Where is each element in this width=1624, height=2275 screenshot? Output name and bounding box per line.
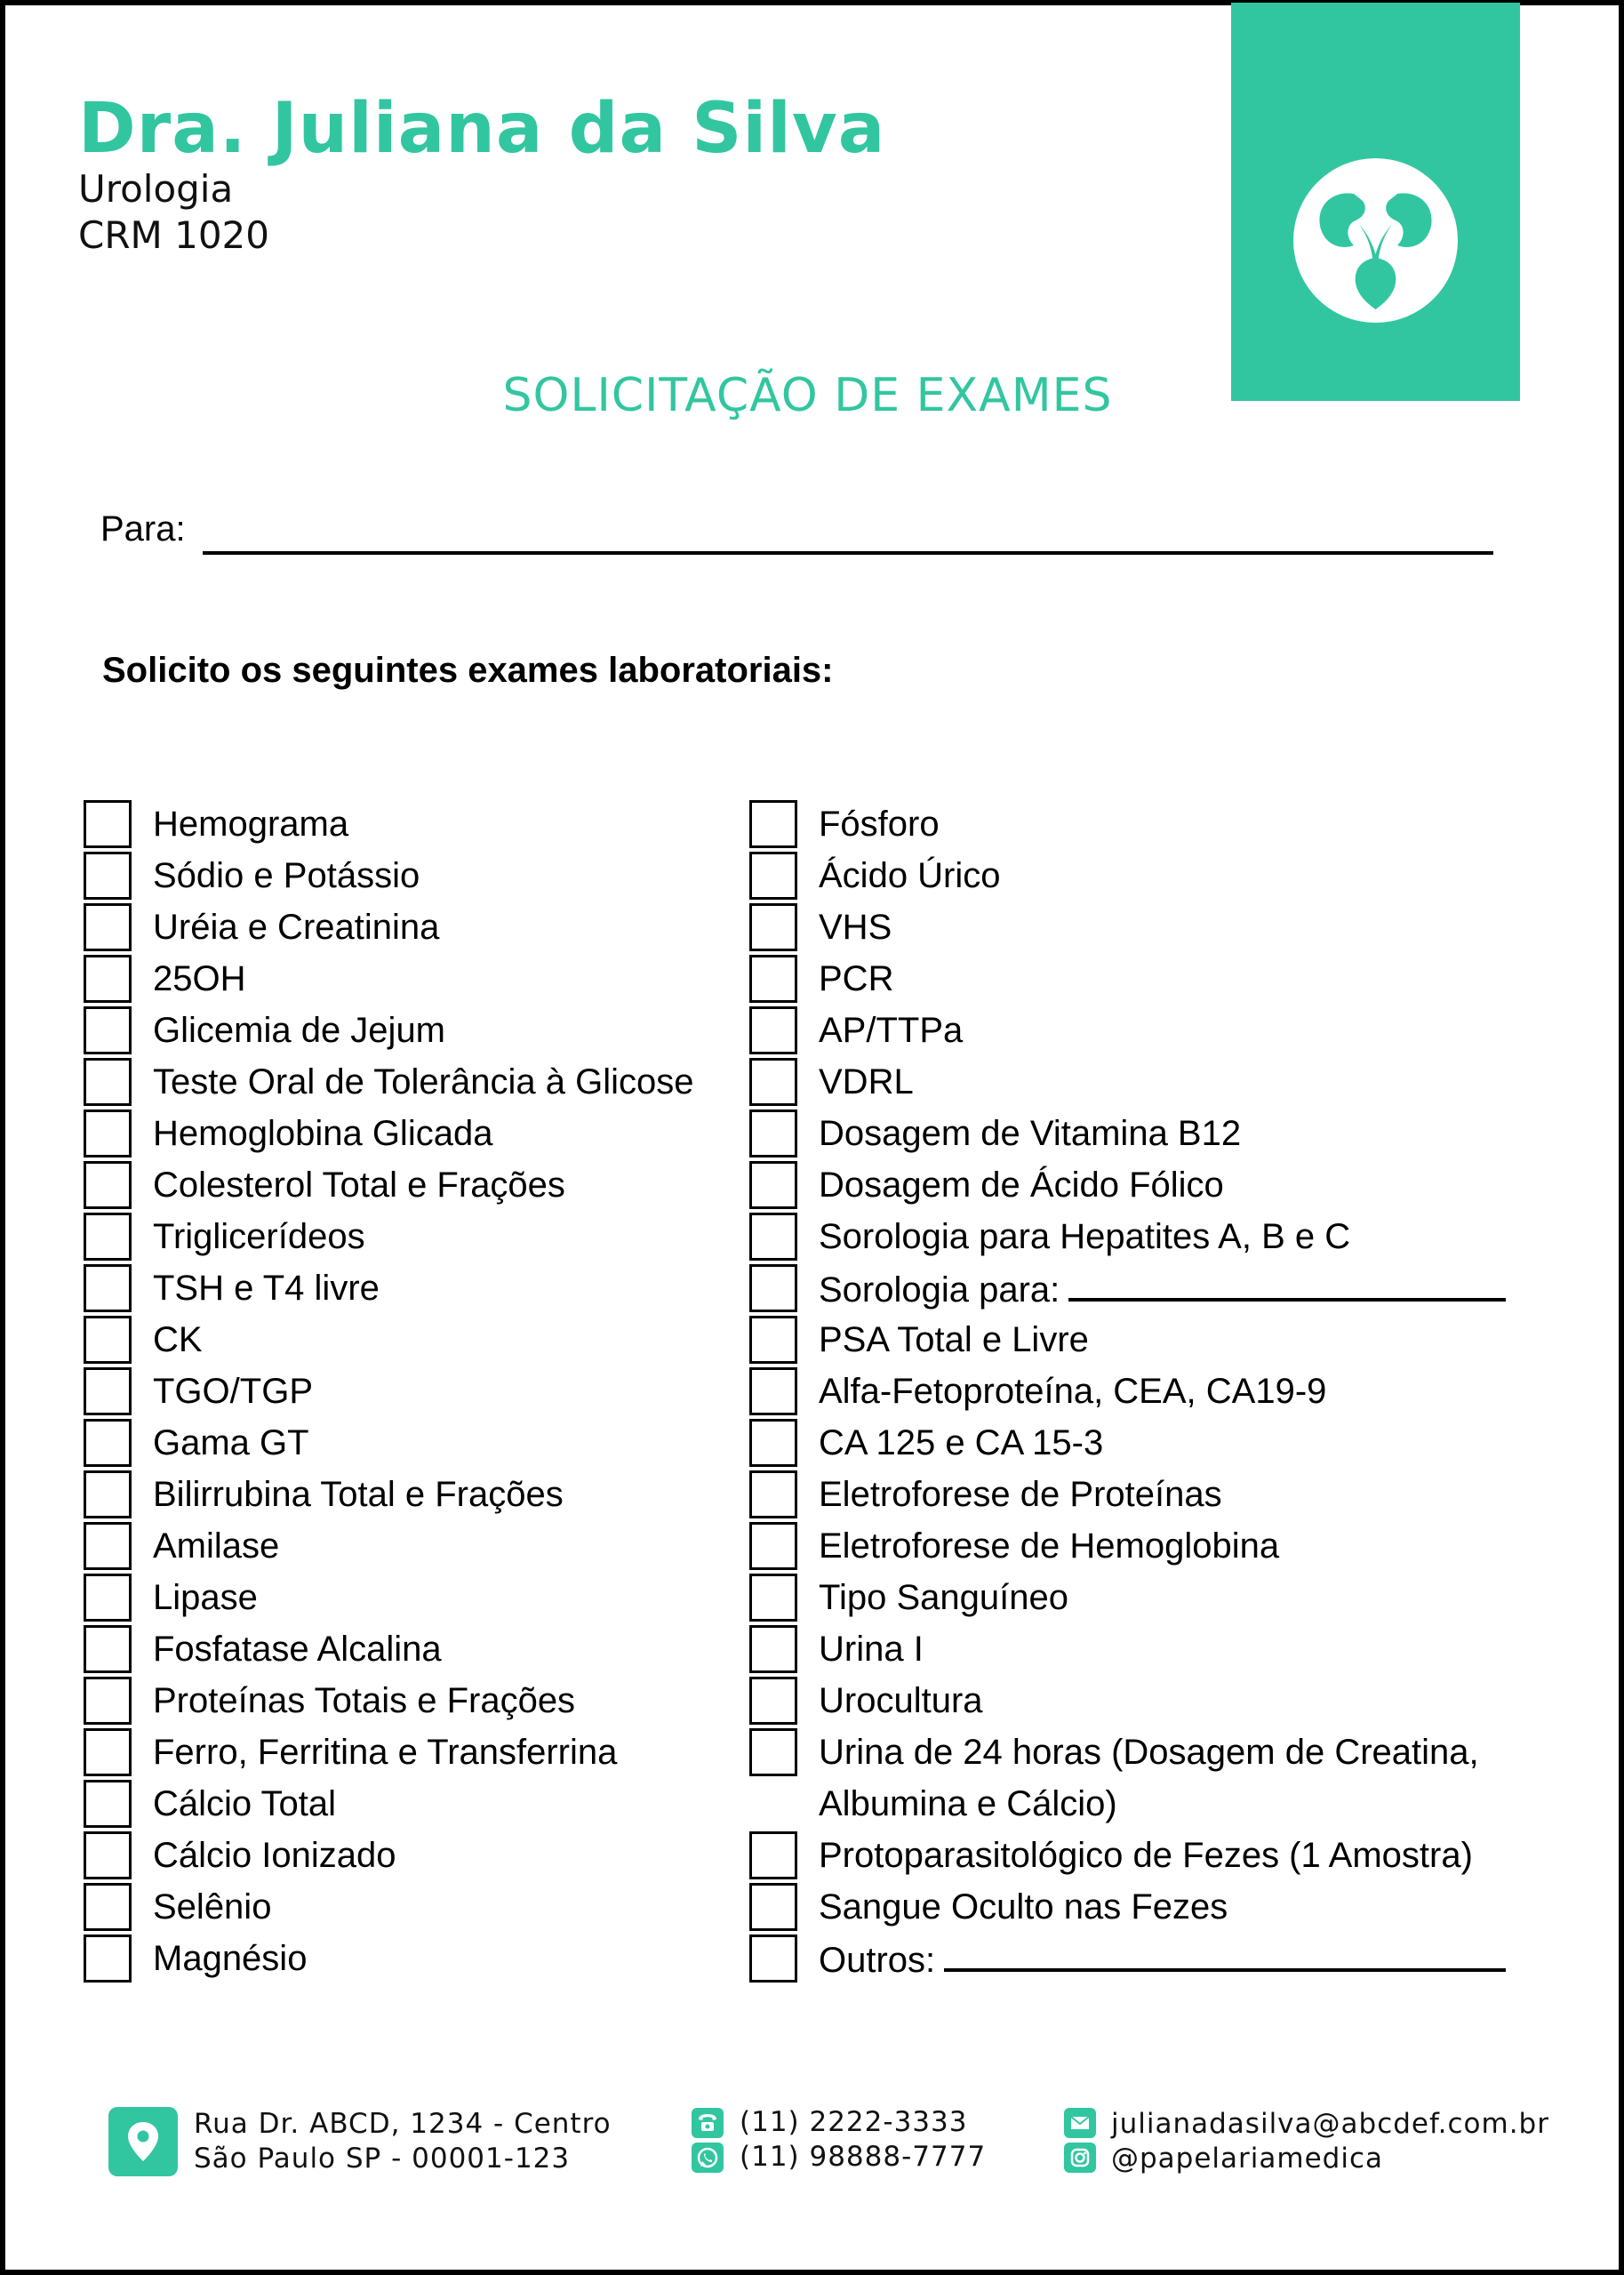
exam-label: CA 125 e CA 15-3 [819,1423,1104,1462]
exam-checkbox[interactable] [749,1109,797,1158]
request-heading: Solicito os seguintes exames laboratoriais: [102,651,834,690]
exam-label: Sorologia para: [819,1270,1060,1310]
exam-label: Outros: [819,1941,936,1980]
exam-label: VHS [819,908,892,947]
exam-checkbox[interactable] [749,852,797,900]
whatsapp-number: (11) 98888-7777 [740,2141,987,2173]
document-title: SOLICITAÇÃO DE EXAMES [502,369,1113,422]
document-title-row [0,369,1624,422]
exam-label: Sorologia para Hepatites A, B e C [819,1217,1351,1256]
exam-checkbox[interactable] [749,1367,797,1415]
exam-checkbox[interactable] [84,1574,132,1622]
whatsapp-icon [692,2143,724,2173]
exam-checkbox[interactable] [84,1522,132,1570]
exam-label: Amilase [153,1526,280,1566]
exam-checkbox[interactable] [749,1419,797,1467]
exam-label: Dosagem de Vitamina B12 [819,1114,1242,1153]
exam-label: VDRL [819,1062,914,1101]
exam-checkbox[interactable] [749,1883,797,1931]
exam-label: Dosagem de Ácido Fólico [819,1166,1224,1205]
exam-label: Ferro, Ferritina e Transferrina [153,1733,618,1772]
exam-label: Urina I [819,1630,924,1669]
exam-checkbox[interactable] [749,1728,797,1776]
exam-checkbox[interactable] [84,1316,132,1364]
exam-checkbox[interactable] [84,1780,132,1828]
exam-checkbox[interactable] [84,1264,132,1312]
exam-label: Glicemia de Jejum [153,1011,446,1050]
exam-checkbox[interactable] [749,1574,797,1622]
exam-label: Hemograma [153,805,349,844]
exam-label: Urina de 24 horas (Dosagem de Creatina, Albumina e Cálcio) [819,1733,1479,1823]
exam-checkbox[interactable] [84,852,132,900]
outros-field-line[interactable] [944,1933,1506,1972]
exam-label: PCR [819,959,894,998]
exam-checkbox[interactable] [749,1677,797,1725]
exam-label: Sangue Oculto nas Fezes [819,1887,1228,1927]
exam-label: Gama GT [153,1423,309,1462]
phone-number: (11) 2222-3333 [740,2106,968,2138]
exam-checkbox[interactable] [84,1419,132,1467]
exam-checkbox[interactable] [749,1161,797,1209]
exam-checkbox[interactable] [749,1006,797,1054]
location-pin-icon [108,2107,178,2176]
exam-checkbox[interactable] [84,1006,132,1054]
exam-checkbox[interactable] [749,1264,797,1312]
exam-label: Triglicerídeos [153,1217,365,1256]
instagram-handle[interactable]: @papelariamedica [1111,2143,1383,2175]
exam-label: Hemoglobina Glicada [153,1114,493,1153]
exam-label: Teste Oral de Tolerância à Glicose [153,1062,694,1101]
exam-checkbox[interactable] [749,1470,797,1518]
exam-checkbox[interactable] [84,1367,132,1415]
exam-checkbox[interactable] [749,1316,797,1364]
exam-checkbox[interactable] [749,1625,797,1673]
exam-label: TSH e T4 livre [153,1269,380,1308]
exam-label: Selênio [153,1887,272,1927]
exam-checkbox[interactable] [84,1935,132,1983]
exam-checkbox[interactable] [84,903,132,951]
exam-checkbox[interactable] [84,1058,132,1106]
exam-label: TGO/TGP [153,1372,313,1411]
exam-checkbox[interactable] [84,1470,132,1518]
exam-checkbox[interactable] [749,1058,797,1106]
exam-label: Cálcio Total [153,1784,337,1823]
exam-label-with-field [819,1933,1506,1986]
exam-label: Proteínas Totais e Frações [153,1681,576,1720]
exam-checkbox[interactable] [84,1677,132,1725]
exam-label: Protoparasitológico de Fezes (1 Amostra) [819,1836,1473,1875]
exam-checkbox[interactable] [749,1213,797,1261]
logo-block [1231,3,1520,401]
para-field-line[interactable] [203,551,1493,555]
exam-label: Ácido Úrico [819,856,1001,895]
exam-label: AP/TTPa [819,1011,964,1050]
exam-checkbox[interactable] [84,1161,132,1209]
exam-label: Colesterol Total e Frações [153,1166,565,1205]
address-line-2: São Paulo SP - 00001-123 [194,2143,571,2175]
para-label: Para: [100,509,186,549]
exam-checkbox[interactable] [749,903,797,951]
sorologia-field-line[interactable] [1068,1262,1506,1302]
exam-checkbox[interactable] [749,1522,797,1570]
exam-checkbox[interactable] [749,1935,797,1983]
exam-checkbox[interactable] [749,955,797,1003]
email-address[interactable]: julianadasilva@abcdef.com.br [1111,2108,1549,2140]
exam-checkbox[interactable] [84,1728,132,1776]
exam-label: Fósforo [819,805,940,844]
logo-circle [1293,158,1458,323]
kidney-icon [1293,158,1458,323]
exam-label: PSA Total e Livre [819,1320,1089,1359]
exam-label: Sódio e Potássio [153,856,420,895]
exam-checkbox[interactable] [749,800,797,848]
exam-checkbox[interactable] [84,800,132,848]
phone-icon [692,2108,724,2138]
crm-number: CRM 1020 [78,213,269,257]
instagram-icon [1064,2143,1096,2173]
exam-label-with-field [819,1262,1506,1316]
exam-checkbox[interactable] [84,1109,132,1158]
specialty: Urologia [78,167,234,211]
exam-checkbox[interactable] [84,955,132,1003]
exam-label: Uréia e Creatinina [153,908,440,947]
exam-checkbox[interactable] [749,1831,797,1879]
exam-label: Eletroforese de Proteínas [819,1475,1222,1514]
exam-label: Alfa-Fetoproteína, CEA, CA19-9 [819,1372,1327,1411]
email-icon [1064,2108,1096,2138]
exam-label: Eletroforese de Hemoglobina [819,1526,1280,1566]
exam-label: Urocultura [819,1681,983,1720]
exam-label: Cálcio Ionizado [153,1836,396,1875]
exam-label: Tipo Sanguíneo [819,1578,1068,1617]
exam-label: CK [153,1320,203,1359]
exam-checkbox[interactable] [84,1625,132,1673]
exam-label: Fosfatase Alcalina [153,1630,442,1669]
address-line-1: Rua Dr. ABCD, 1234 - Centro [194,2108,612,2140]
exam-checkbox[interactable] [84,1831,132,1879]
exam-label: 25OH [153,959,246,998]
exam-checkbox[interactable] [84,1213,132,1261]
exam-label: Lipase [153,1578,258,1617]
exam-label: Magnésio [153,1939,308,1978]
exam-label: Bilirrubina Total e Frações [153,1475,564,1514]
doctor-name: Dra. Juliana da Silva [78,89,886,169]
exam-checkbox[interactable] [84,1883,132,1931]
